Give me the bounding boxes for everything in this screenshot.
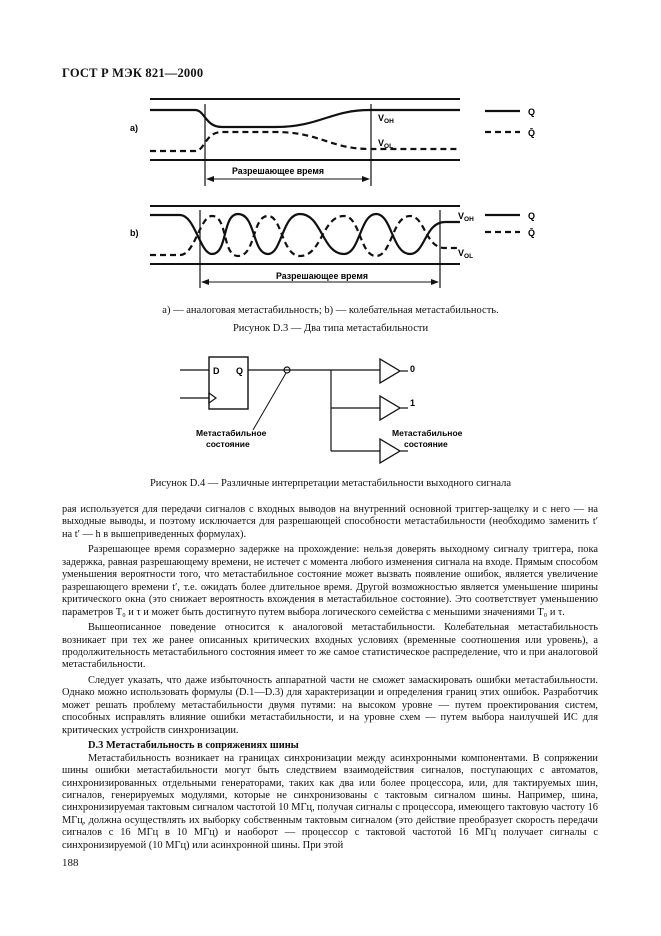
legend-a-q: Q bbox=[528, 107, 536, 117]
fig-b-vol: $V_{OL}$ bbox=[458, 248, 474, 260]
fig-b-voh: $V_{OH}$ bbox=[458, 211, 474, 223]
buffer-0 bbox=[380, 359, 400, 383]
fig-a-resolution-label: Разрешающее время bbox=[232, 166, 324, 176]
fig-b-label: b) bbox=[130, 228, 139, 238]
fig-a-label: а) bbox=[130, 123, 139, 133]
legend-b-qbar: Q̄ bbox=[528, 228, 536, 238]
output-0-label: 0 bbox=[410, 364, 416, 374]
meta-left-pointer bbox=[253, 373, 286, 430]
fig-a-vol: $V_{OL}$ bbox=[378, 138, 394, 150]
flip-flop-box bbox=[209, 357, 248, 409]
legend-b-q: Q bbox=[528, 211, 536, 221]
meta-right-label-line1: Метастабильное bbox=[392, 428, 463, 438]
figure-d3-caption: Рисунок D.3 — Два типа метастабильности bbox=[232, 323, 429, 334]
fig-b-resolution-label: Разрешающее время bbox=[276, 271, 368, 281]
section-heading: D.3 Метастабильность в сопряжениях шины bbox=[88, 740, 299, 752]
figure-d3-subcaption: а) — аналоговая метастабильность; b) — колебательная метастабильность. bbox=[162, 305, 499, 316]
paragraph-1: рая используется для передачи сигналов с входных выводов на внутренний основной триггер-защелку и с него — на выходные выводы, и поэтому исключается для разрешающей способности метастабильности (необходимо заменить t′ на t′ — h в вышеприведенных формулах). bbox=[62, 504, 598, 540]
legend-a-qbar: Q̄ bbox=[528, 128, 536, 138]
paragraph-4: Следует указать, что даже избыточность аппаратной части не сможет замаскировать ошибки метастабильности. Однако можно использовать формулы (D.1—D.3) для характеризации и определения границ этих ошибок. Разработчик может решать проблему метастабильности двумя путями: на высоком уровне — путем проектирования систем, способных исправлять влияние ошибки метастабильности, и на уровне схем — путем выбора наилучшей ИС для критических устройств синхронизации. bbox=[62, 674, 598, 736]
page-number: 188 bbox=[62, 857, 79, 869]
document-header: ГОСТ Р МЭК 821—2000 bbox=[62, 66, 204, 80]
paragraph-2: Разрешающее время соразмерно задержке на прохождение: нельзя доверять выходному сигналу триггера, пока задержка, равная разрешающему времени, не истечет с момента любого изменения сигнала на входе. Прямым способом уменьшения вероятности того, что метастабильное состояние может вызвать появление ошибок, является увеличение разрешающего времени t′, т.е. ожидать более длительное время. Другой возможностью является уменьшение ширины критического окна (это снижает вероятность вхождения в метастабильное состояние). Это соответствует уменьшению параметров T₀ и τ и может быть достигнуто путем выбора логического семейства с меньшими значениями T₀ и τ. bbox=[62, 544, 598, 618]
flip-flop-q: Q bbox=[236, 366, 244, 376]
meta-right-label-line2: состояние bbox=[404, 439, 448, 449]
meta-left-label-line2: состояние bbox=[206, 439, 250, 449]
clock-input-triangle bbox=[209, 393, 216, 403]
buffer-1 bbox=[380, 396, 400, 420]
body-text bbox=[62, 504, 598, 852]
buffer-meta bbox=[380, 439, 400, 463]
paragraph-5: Метастабильность возникает на границах синхронизации между асинхронными компонентами. В сопряжении шины ошибки метастабильности могут быть следствием взаимодействия сигналов, поступающих с автоматов, синхронизированных отдельными генераторами, таких как два или более процессора, или, для тактируемых шин, сигналов, генерируемых модулями, которые не синхронизованы с тактовым сигналом шины. Например, шина, синхронизируемая тактовым сигналом частотой 10 МГц, получая сигналы с процессора, имеющего тактовую частоту 16 МГц, должна осуществлять их выборку собственным тактовым сигналом (это действие преобразует скорость передачи сигналов с 16 МГц в 10 МГц) и наоборот — процессор с тактовой частотой 16 МГц получает сигналы с синхронизируемой (10 МГц) или асинхронной шины. При этой bbox=[62, 752, 598, 851]
output-1-label: 1 bbox=[410, 398, 416, 408]
figure-d4-caption: Рисунок D.4 — Различные интерпретации метастабильности выходного сигнала bbox=[149, 478, 512, 489]
flip-flop-d: D bbox=[213, 366, 220, 376]
paragraph-3: Вышеописанное поведение относится к аналоговой метастабильности. Колебательная метастабильность возникает при тех же ранее описанных критических входных условиях (временные соотношения или уровень), а продолжительность метастабильного состояния имеет то же самое статистическое распределение, что и при аналоговой метастабильности. bbox=[62, 622, 598, 671]
fig-a-voh: $V_{OH}$ bbox=[378, 113, 394, 125]
meta-left-label-line1: Метастабильное bbox=[196, 428, 267, 438]
